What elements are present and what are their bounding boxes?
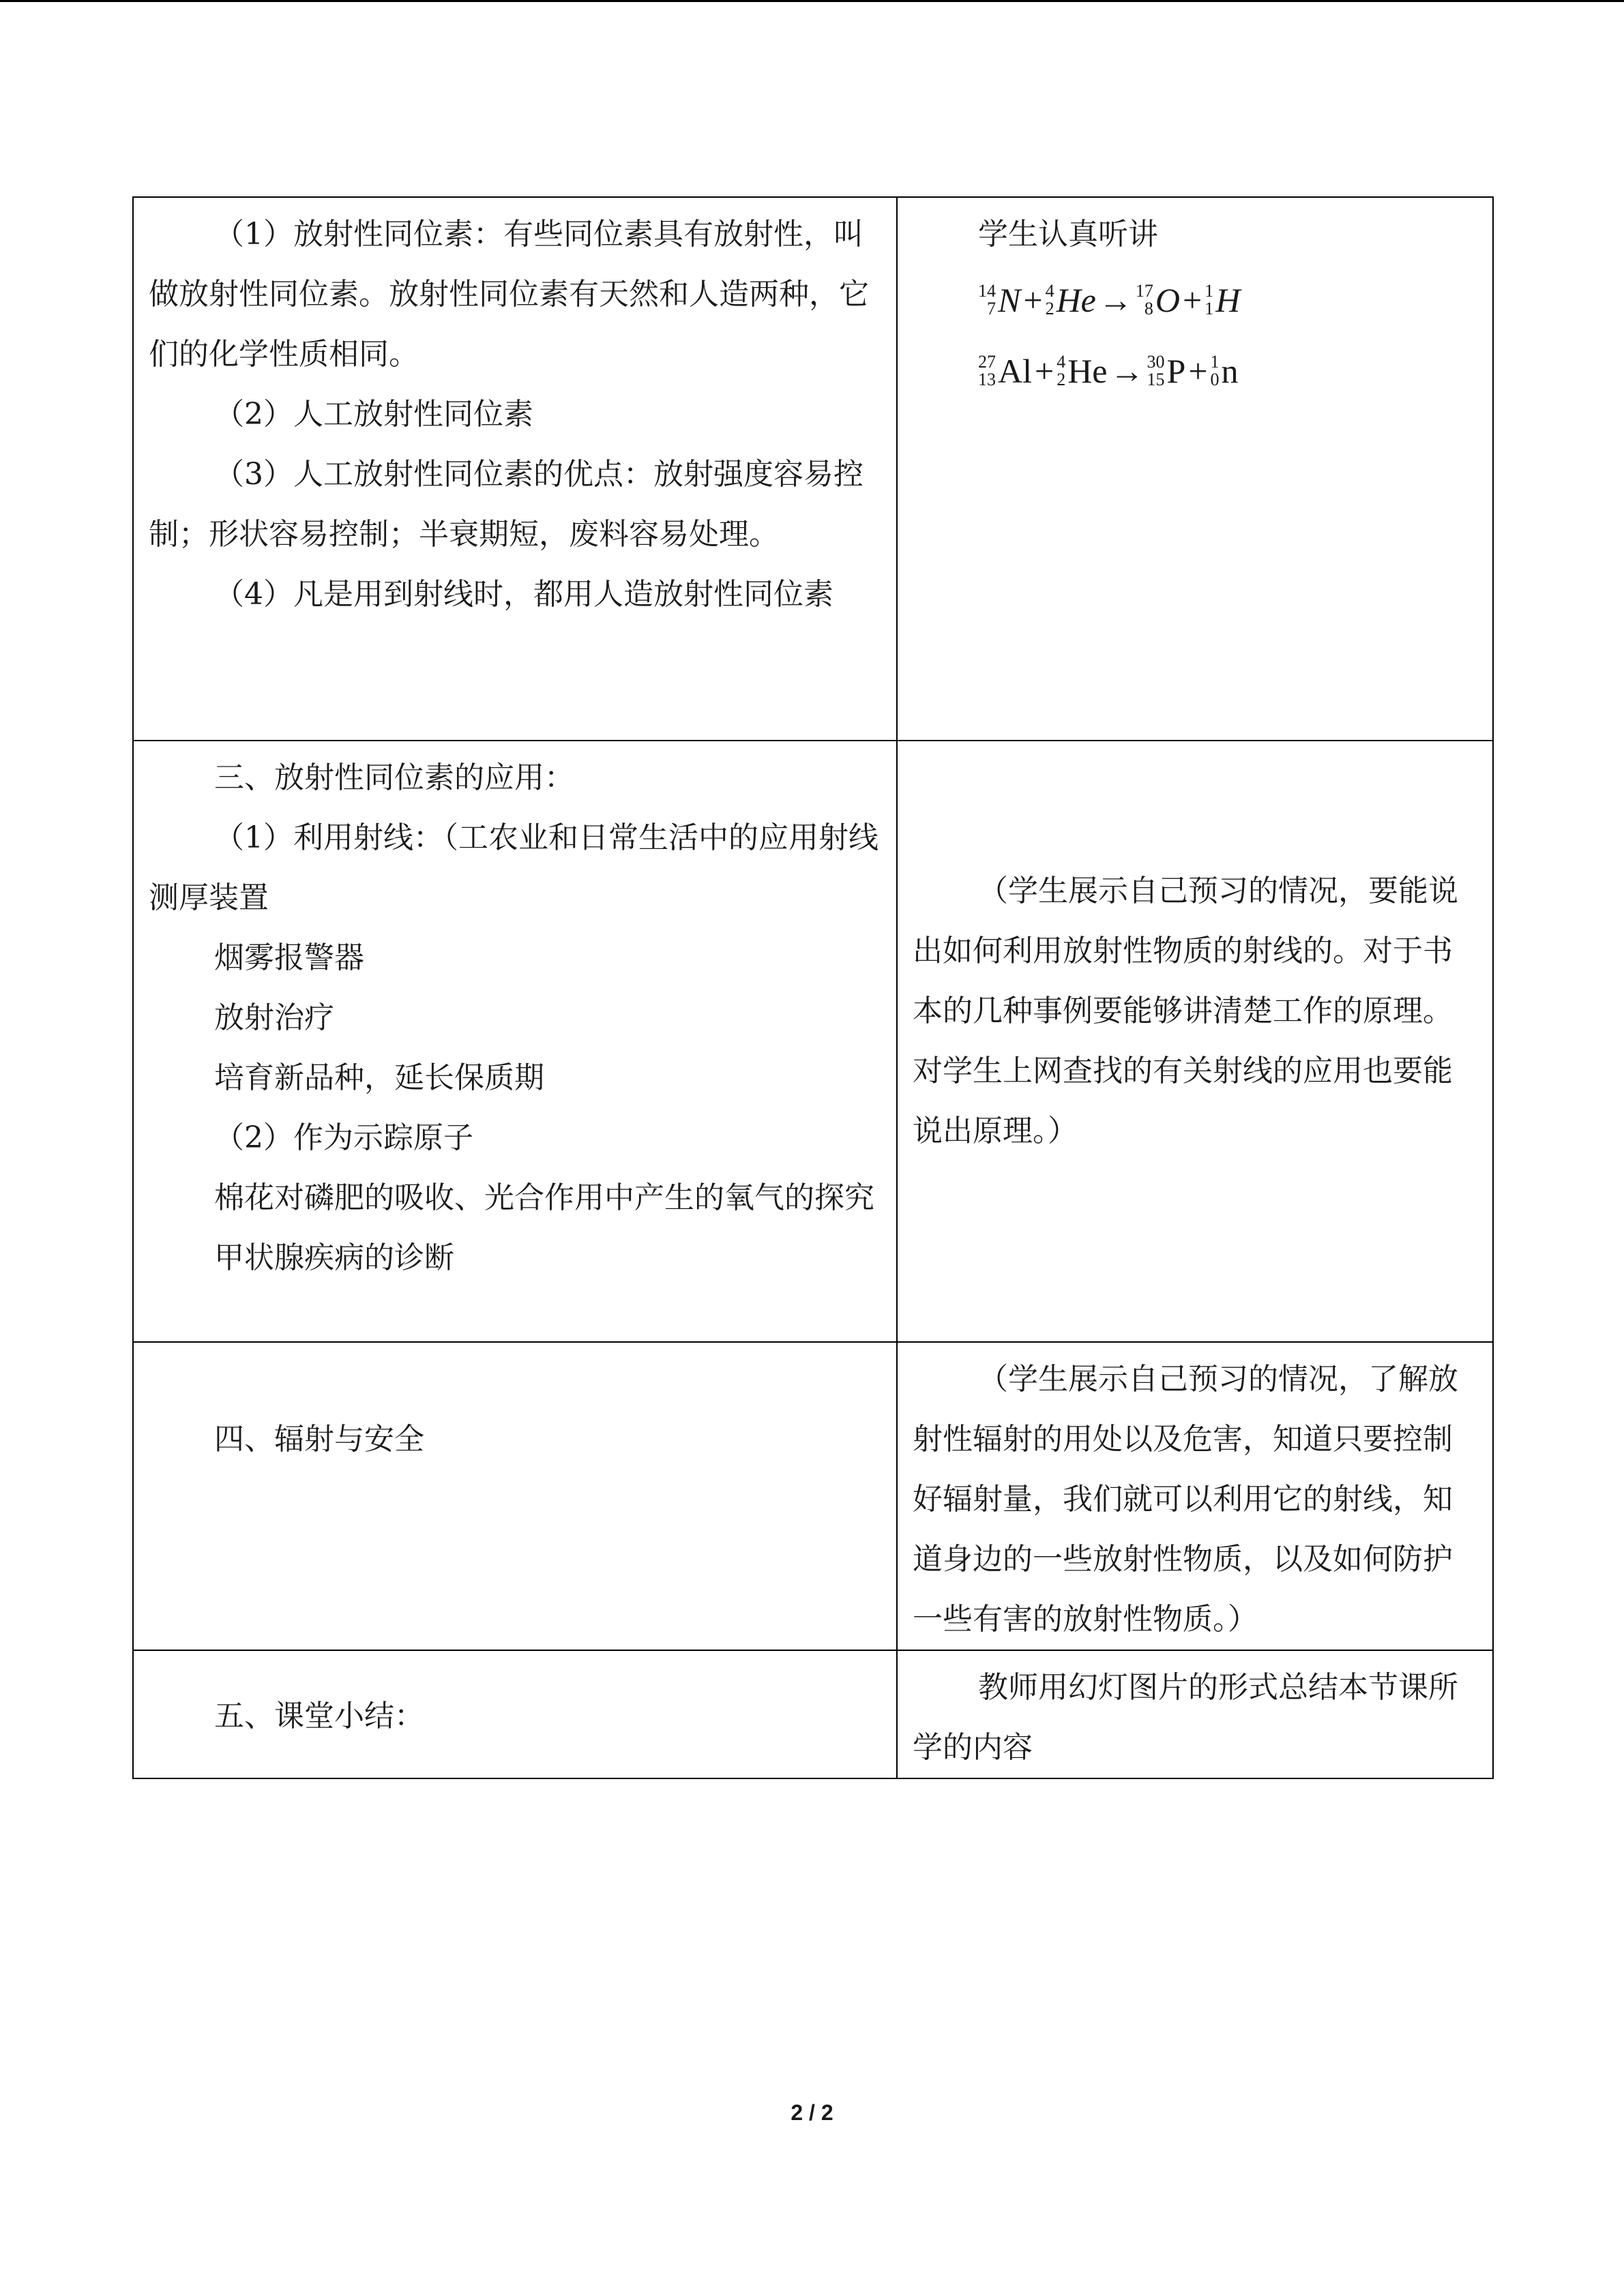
list-item: 培育新品种，延长保质期	[214, 1060, 544, 1095]
table-row	[133, 741, 1493, 1342]
student-activity: （学生展示自己预习的情况，要能说出如何利用放射性物质的射线的。对于书本的几种事例要能够讲清楚工作的原理。对学生上网查找的有关射线的应用也要能说出原理。）	[913, 874, 1458, 1148]
artificial-isotope: （2）人工放射性同位素	[214, 397, 533, 432]
artificial-isotope-usage: （4）凡是用到射线时，都用人造放射性同位素	[214, 577, 833, 612]
page-number: 2 / 2	[791, 2100, 833, 2125]
activity-cell	[897, 197, 1493, 741]
nuclear-reaction-nitrogen: 14 7 N + 4 2 He → 17 8 O + 1 1 H	[978, 281, 1241, 319]
list-item: 放射治疗	[214, 1000, 334, 1035]
student-activity: 学生认真听讲	[978, 217, 1158, 252]
tracer-atoms: （2）作为示踪原子	[214, 1120, 473, 1155]
list-item: 甲状腺疾病的诊断	[214, 1240, 454, 1275]
use-radiation: （1）利用射线：（工农业和日常生活中的应用射线测厚装置	[149, 820, 879, 915]
nuclear-reaction-aluminum: 27 13 Al + 4 2 He → 30 15 P + 1 0 n	[978, 352, 1239, 390]
activity-cell	[897, 1342, 1493, 1650]
artificial-isotope-advantages: （3）人工放射性同位素的优点：放射强度容易控制；形状容易控制；半衰期短，废料容易处理。	[149, 457, 863, 552]
content-cell	[133, 197, 897, 741]
top-border-line	[0, 0, 1624, 2]
activity-cell	[897, 1650, 1493, 1778]
content-cell	[133, 1650, 897, 1778]
student-activity: （学生展示自己预习的情况，了解放射性辐射的用处以及危害，知道只要控制好辐射量，我们就可以利用它的射线，知道身边的一些放射性物质，以及如何防护一些有害的放射性物质。）	[913, 1362, 1458, 1637]
list-item: 棉花对磷肥的吸收、光合作用中产生的氧气的探究	[214, 1180, 874, 1215]
content-cell	[133, 741, 897, 1342]
table-row	[133, 1342, 1493, 1650]
section-heading: 四、辐射与安全	[214, 1422, 424, 1457]
section-heading: 五、课堂小结：	[214, 1699, 424, 1733]
table-row	[133, 197, 1493, 741]
content-cell	[133, 1342, 897, 1650]
section-heading: 三、放射性同位素的应用：	[214, 760, 574, 795]
isotope-definition: （1）放射性同位素：有些同位素具有放射性，叫做放射性同位素。放射性同位素有天然和人造两种，它们的化学性质相同。	[149, 217, 869, 372]
activity-cell	[897, 741, 1493, 1342]
lesson-plan-table	[132, 196, 1494, 1779]
table-row	[133, 1650, 1493, 1778]
teacher-activity: 教师用幻灯图片的形式总结本节课所学的内容	[913, 1670, 1458, 1765]
list-item: 烟雾报警器	[214, 940, 364, 975]
